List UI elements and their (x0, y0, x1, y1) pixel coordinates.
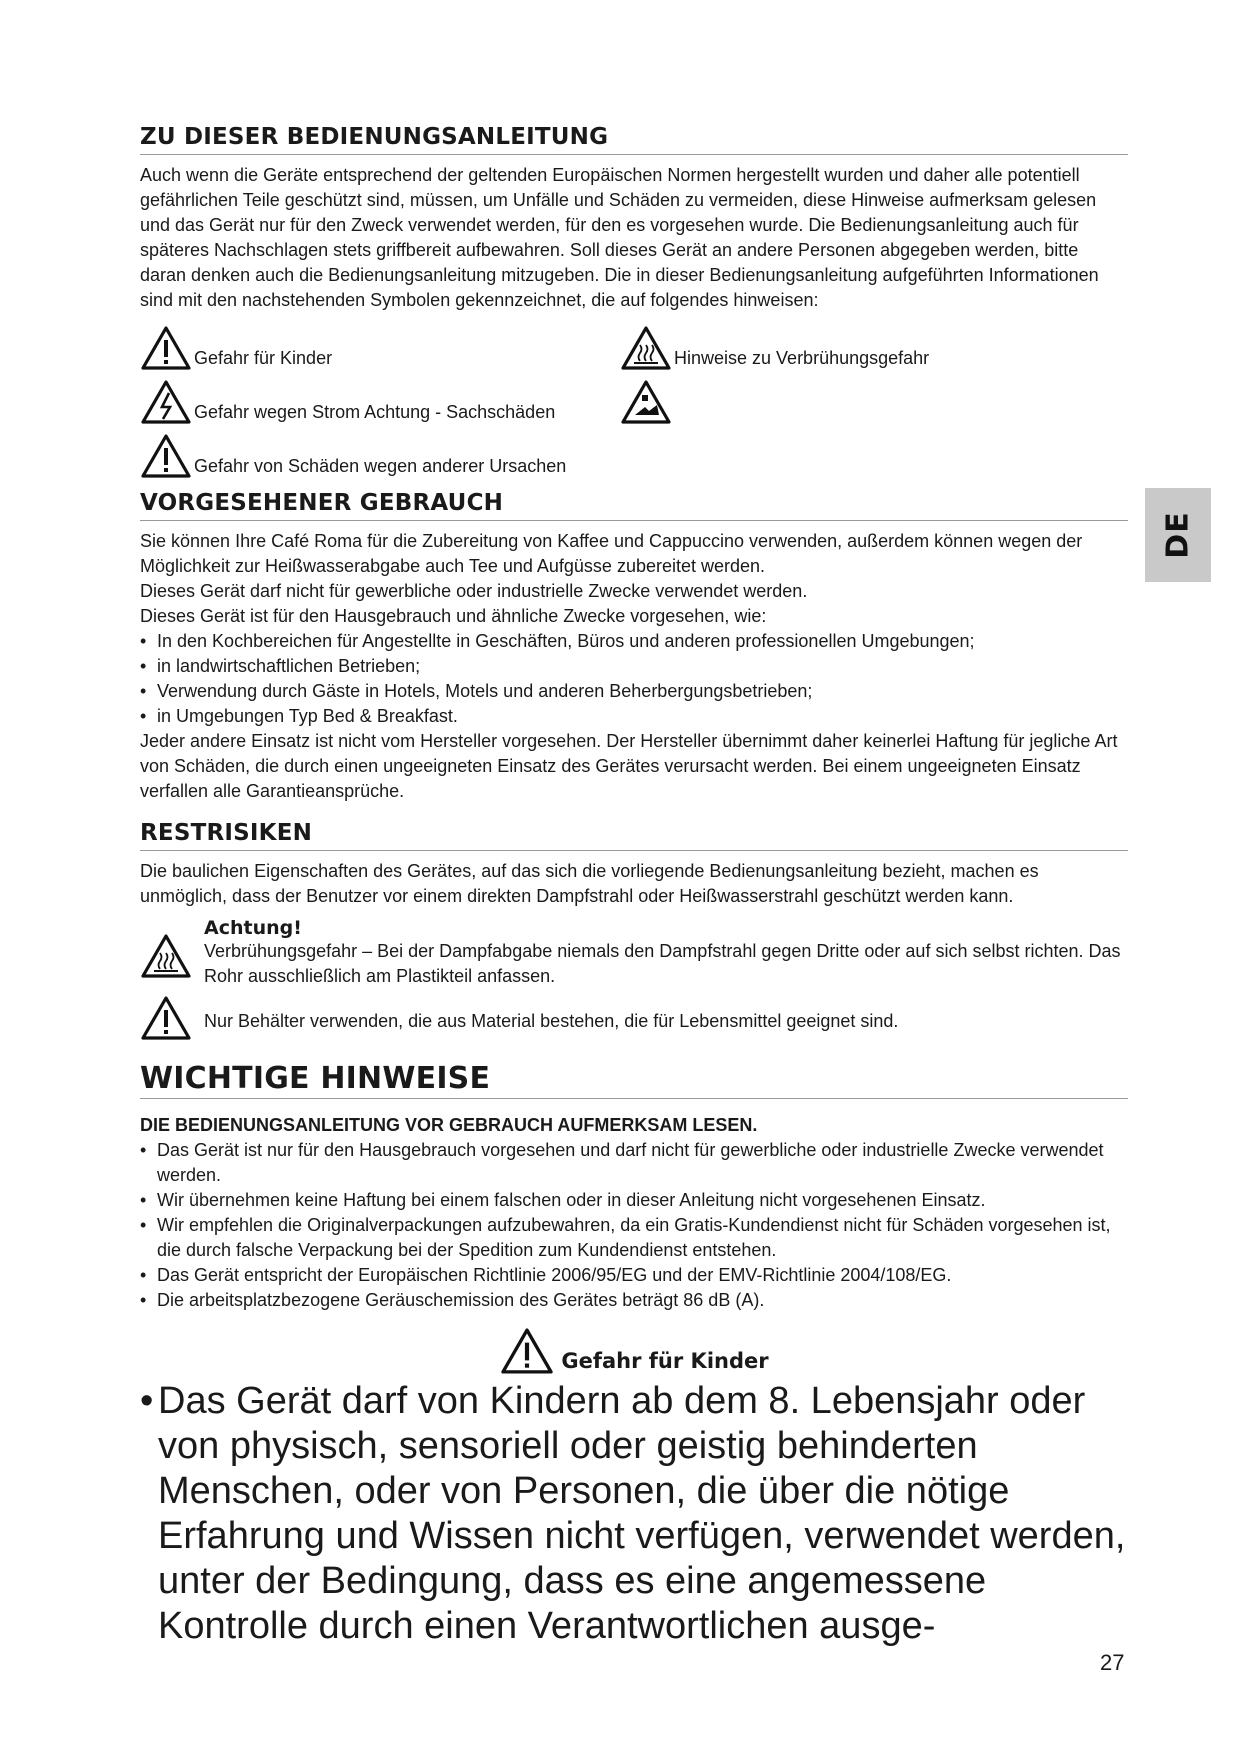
section-title-about: ZU DIESER BEDIENUNGSANLEITUNG (140, 124, 1128, 155)
risks-body: Die baulichen Eigenschaften des Gerätes, auf das sich die vorliegende Bedienungsanleitung bezieht, machen es unmöglich, dass der Benutzer vor einem direkten Dampfstrahl oder Heißwasserstrahl geschützt werden kann. (140, 861, 1039, 906)
list-item: • Verwendung durch Gäste in Hotels, Motels und anderen Beherbergungsbetrieben; (140, 679, 1128, 704)
use-closing: Jeder andere Einsatz ist nicht vom Hersteller vorgesehen. Der Hersteller übernimmt daher keinerlei Haftung für jegliche Art von Schäden, die durch einen ungeeigneten Einsatz des Gerätes verursacht werden. Bei einem ungeeigneten Einsatz verfallen alle Garantieansprüche. (140, 731, 1118, 801)
notes-bullet-list (140, 1138, 1128, 1313)
warning-triangle-icon (499, 1327, 555, 1375)
symbol-label-other: Gefahr von Schäden wegen anderer Ursachen (194, 456, 567, 476)
list-item: • Das Gerät entspricht der Europäischen Richtlinie 2006/95/EG und der EMV-Richtlinie 2004/108/EG. (140, 1263, 1128, 1288)
section-intended-use (140, 490, 1128, 804)
children-warning-text: Das Gerät darf von Kindern ab dem 8. Lebensjahr oder von physisch, sensoriell oder geistig behinderten Menschen, oder von Personen, die über die nötige Erfahrung und Wissen nicht verfügen, verwendet werden, unter der Bedingung, dass es eine angemessene Kontrolle durch einen Verantwortlichen ausge- (158, 1380, 1126, 1647)
warning-triangle-icon (140, 433, 192, 479)
page-number: 27 (1100, 1650, 1125, 1675)
list-item: • in Umgebungen Typ Bed & Breakfast. (140, 704, 1128, 729)
hot-surface-icon (140, 933, 192, 979)
children-warning-text-block (140, 1379, 1128, 1649)
risk-warning-containers (140, 995, 1128, 1041)
warning-text: Nur Behälter verwenden, die aus Material bestehen, die für Lebensmittel geeignet sind. (204, 1011, 899, 1031)
symbol-children (140, 325, 332, 371)
language-tab-label: DE (1160, 511, 1196, 559)
symbol-label-electric: Gefahr wegen Strom Achtung - Sachschäden (194, 402, 556, 422)
bullet-marker: • (140, 1380, 154, 1422)
symbol-property-damage (620, 379, 672, 425)
symbol-scald (620, 325, 929, 371)
use-line: Sie können Ihre Café Roma für die Zubereitung von Kaffee und Cappuccino verwenden, außerdem können wegen der Möglichkeit zur Heißwasserabgabe auch Tee und Aufgüsse zubereitet werden. (140, 531, 1083, 576)
notes-subhead: DIE BEDIENUNGSANLEITUNG VOR GEBRAUCH AUFMERKSAM LESEN. (140, 1115, 758, 1135)
hot-surface-icon (620, 325, 672, 371)
use-line: Dieses Gerät ist für den Hausgebrauch und ähnliche Zwecke vorgesehen, wie: (140, 606, 767, 626)
electric-shock-icon (140, 379, 192, 425)
section-title-notes: WICHTIGE HINWEISE (140, 1061, 1128, 1099)
warning-title: Achtung! (204, 917, 302, 939)
symbol-label-scald: Hinweise zu Verbrühungsgefahr (674, 348, 930, 368)
language-tab (1145, 488, 1211, 582)
list-item: • Die arbeitsplatzbezogene Geräuschemission des Gerätes beträgt 86 dB (A). (140, 1288, 1128, 1313)
children-warning-title: Gefahr für Kinder (561, 1349, 769, 1373)
risk-warning-scald (140, 917, 1128, 989)
list-item: • Das Gerät ist nur für den Hausgebrauch vorgesehen und darf nicht für gewerbliche oder industrielle Zwecke verwendet werden. (140, 1138, 1128, 1188)
section-about (140, 124, 1128, 490)
section-important-notes (140, 1061, 1128, 1649)
symbol-legend (140, 325, 1128, 490)
list-item: • Wir übernehmen keine Haftung bei einem falschen oder in dieser Anleitung nicht vorgesehenen Einsatz. (140, 1188, 1128, 1213)
symbol-other (140, 433, 566, 479)
list-item: • in landwirtschaftlichen Betrieben; (140, 654, 1128, 679)
section-title-risks: RESTRISIKEN (140, 820, 1128, 851)
children-warning-heading (140, 1327, 1128, 1375)
symbol-electric (140, 379, 555, 425)
about-body: Auch wenn die Geräte entsprechend der geltenden Europäischen Normen hergestellt wurden und daher alle potentiell gefährlichen Teile geschützt sind, müssen, um Unfälle und Schäden zu vermeiden, diese Hinweise aufmerksam gelesen und das Gerät nur für den Zweck verwendet werden, für den es vorgesehen wurde. Die Bedienungsanleitung auch für späteres Nachschlagen stets griffbereit aufbewahren. Soll dieses Gerät an andere Personen abgegeben werden, bitte daran denken auch die Bedienungsanleitung mitzugeben. Die in dieser Bedienungsanleitung aufgeführten Informationen sind mit den nachstehenden Symbolen gekennzeichnet, die auf folgendes hinweisen: (140, 165, 1099, 310)
warning-text: Verbrühungsgefahr – Bei der Dampfabgabe niemals den Dampfstrahl gegen Dritte oder auf sich selbst richten. Das Rohr ausschließlich am Plastikteil anfassen. (204, 941, 1121, 986)
symbol-label-children: Gefahr für Kinder (194, 348, 333, 368)
warning-triangle-icon (140, 325, 192, 371)
use-bullet-list (140, 629, 1128, 729)
property-damage-icon (620, 379, 672, 425)
section-title-use: VORGESEHENER GEBRAUCH (140, 490, 1128, 521)
list-item: • Wir empfehlen die Originalverpackungen aufzubewahren, da ein Gratis-Kundendienst nicht für Schäden vorgesehen ist, die durch falsche Verpackung bei der Spedition zum Kundendienst entstehen. (140, 1213, 1128, 1263)
section-risks (140, 820, 1128, 1041)
use-line: Dieses Gerät darf nicht für gewerbliche oder industrielle Zwecke verwendet werden. (140, 581, 808, 601)
list-item: • In den Kochbereichen für Angestellte in Geschäften, Büros und anderen professionellen Umgebungen; (140, 629, 1128, 654)
warning-triangle-icon (140, 995, 192, 1041)
page-content (140, 124, 1128, 1649)
